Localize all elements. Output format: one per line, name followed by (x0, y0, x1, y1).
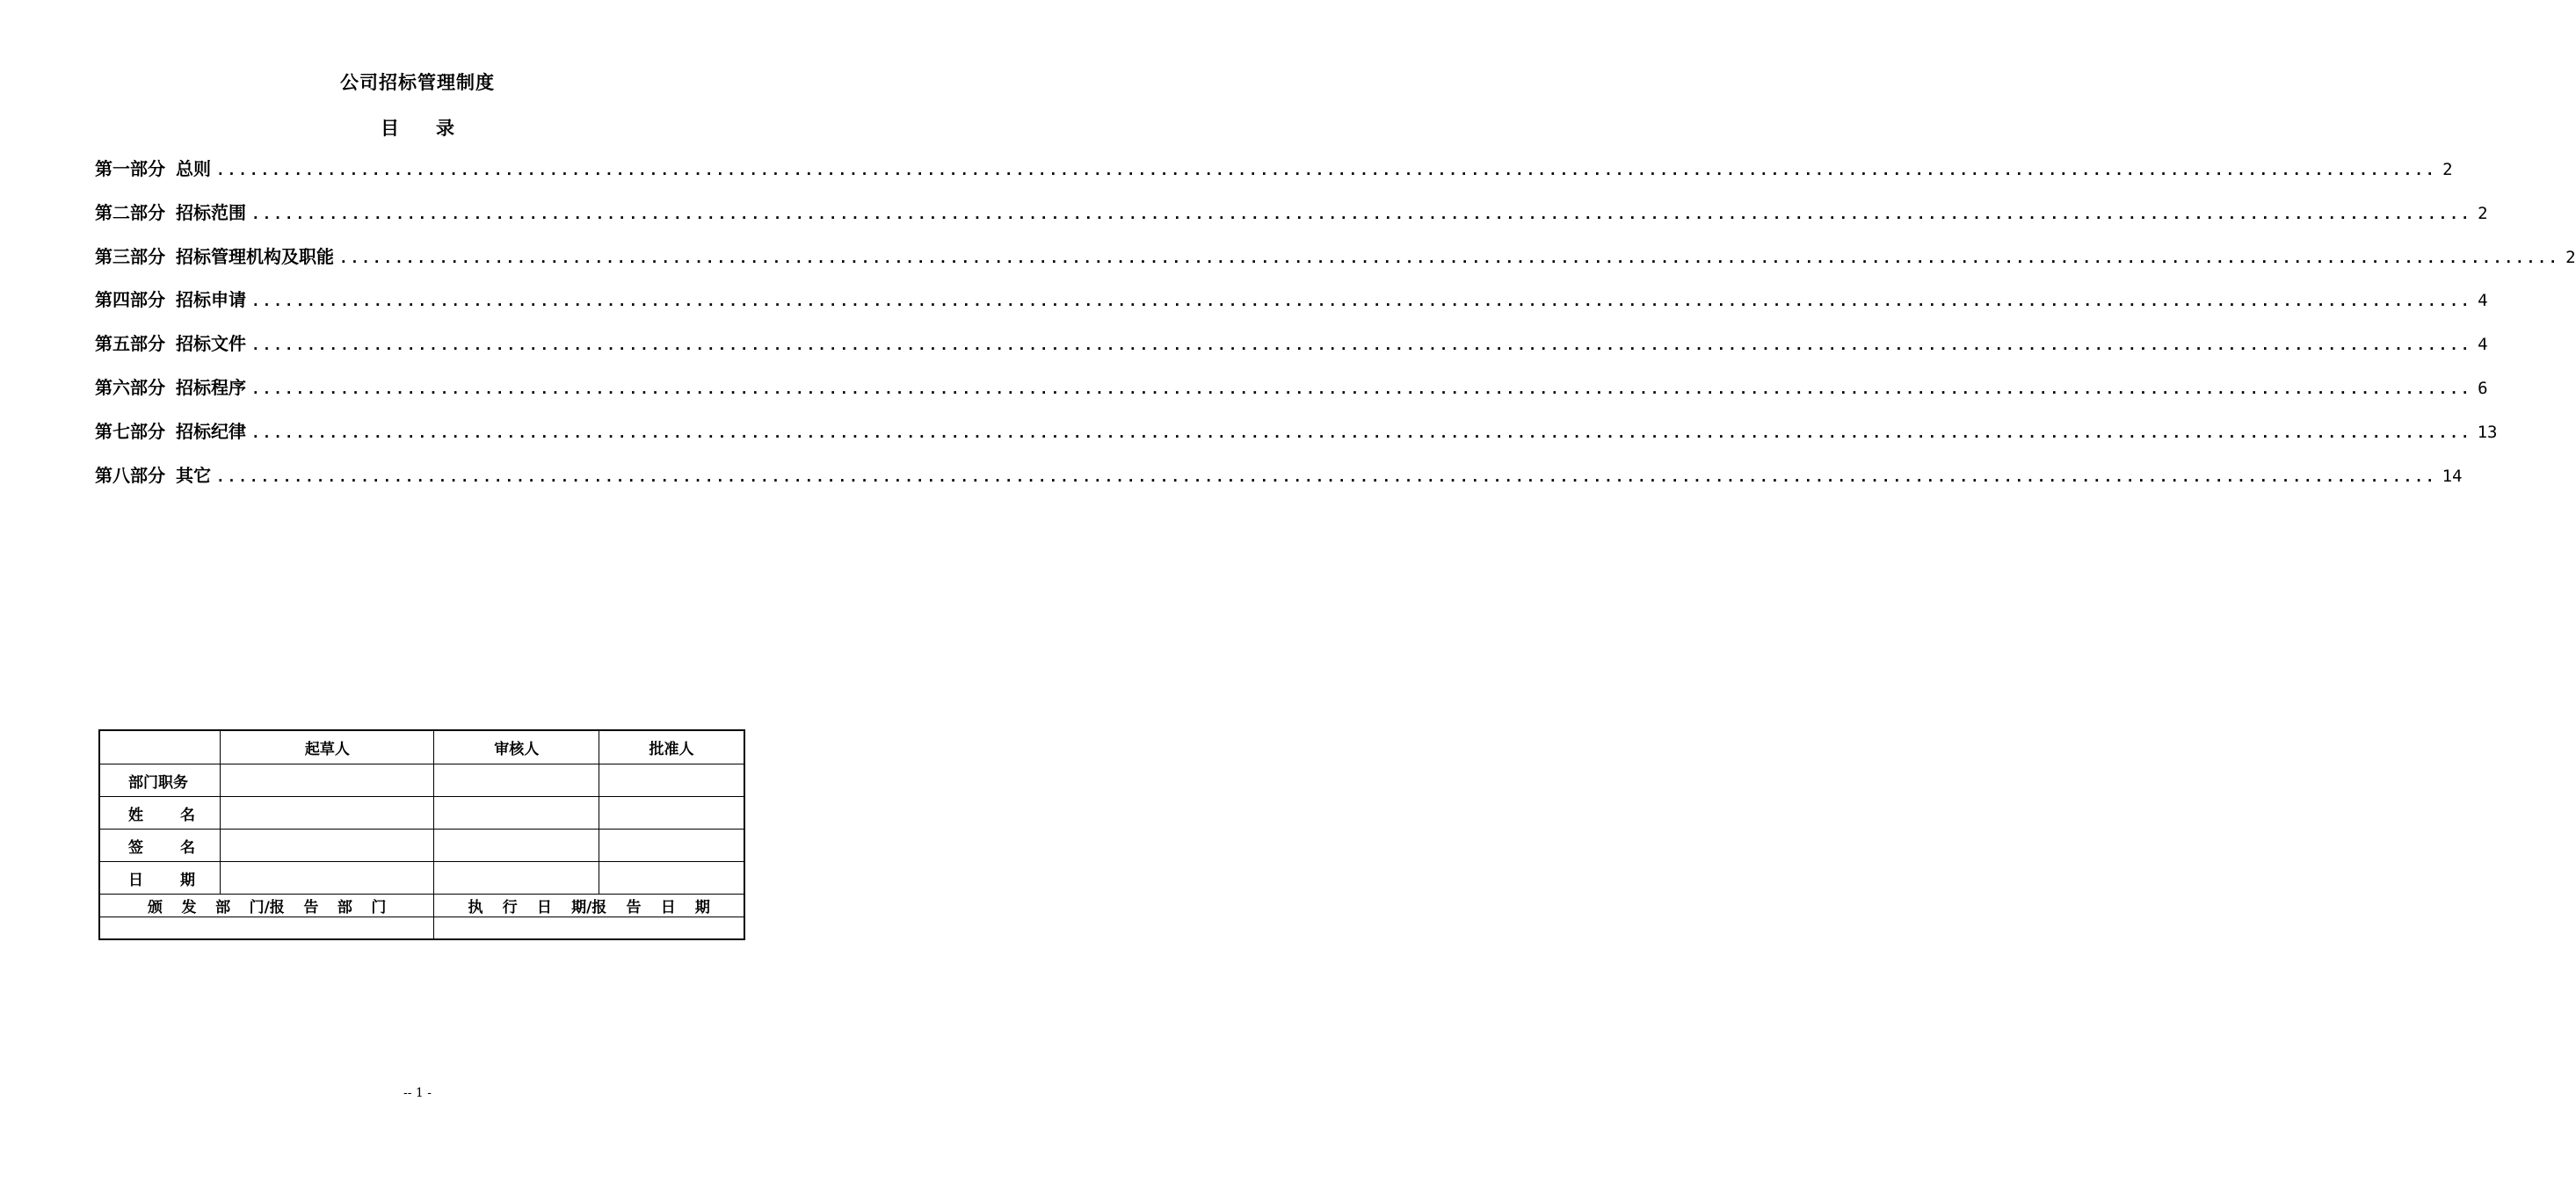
toc-leader: ........................................................................................................................................................................................................ (216, 467, 2437, 485)
drafter-date-cell[interactable] (221, 862, 434, 895)
toc-entry[interactable] (95, 328, 2488, 372)
approver-signature-cell[interactable] (599, 830, 744, 862)
issue-label-row (99, 895, 744, 917)
toc-entry[interactable] (95, 284, 2488, 328)
table-row (99, 830, 744, 862)
toc-name: 总则 (176, 158, 211, 179)
toc-name: 招标程序 (176, 376, 246, 398)
row-label-signature: 签 名 (99, 830, 221, 862)
reviewer-date-cell[interactable] (434, 862, 599, 895)
toc-entry[interactable] (95, 460, 2463, 504)
header-drafter: 起草人 (221, 730, 434, 764)
toc-leader: ........................................................................................................................................................................................................ (251, 337, 2472, 354)
issuing-department-label: 颁 发 部 门/报 告 部 门 (99, 895, 434, 917)
toc-name: 招标纪律 (176, 420, 246, 442)
drafter-signature-cell[interactable] (221, 830, 434, 862)
toc-leader: ........................................................................................................................................................................................................ (251, 293, 2472, 310)
toc-part: 第八部分 (95, 464, 165, 486)
approval-table (98, 729, 745, 940)
toc-page: 2 (2565, 247, 2576, 267)
toc-part: 第二部分 (95, 201, 165, 223)
effective-date-label: 执 行 日 期/报 告 日 期 (434, 895, 744, 917)
toc-part: 第六部分 (95, 376, 165, 398)
toc-entry[interactable] (95, 153, 2453, 197)
toc-heading (0, 114, 835, 141)
toc-part: 第五部分 (95, 333, 165, 355)
toc-entry[interactable] (95, 372, 2488, 416)
toc-entry[interactable] (95, 197, 2488, 241)
toc-part: 第七部分 (95, 420, 165, 442)
table-of-contents (95, 153, 2576, 503)
toc-name: 招标范围 (176, 201, 246, 223)
header-reviewer: 审核人 (434, 730, 599, 764)
document-title: 公司招标管理制度 (340, 72, 495, 93)
toc-name: 其它 (176, 464, 211, 486)
toc-page: 6 (2478, 378, 2488, 398)
approval-header-row (99, 730, 744, 764)
toc-part: 第三部分 (95, 245, 165, 267)
toc-page: 4 (2478, 335, 2488, 355)
drafter-department-cell[interactable] (221, 764, 434, 797)
corner-cell (99, 730, 221, 764)
row-label-department: 部门职务 (99, 764, 221, 797)
table-row (99, 862, 744, 895)
toc-leader: ........................................................................................................................................................................................................ (339, 249, 2560, 266)
toc-part: 第一部分 (95, 158, 165, 179)
reviewer-signature-cell[interactable] (434, 830, 599, 862)
row-label-date: 日 期 (99, 862, 221, 895)
toc-page: 14 (2442, 466, 2463, 486)
toc-entry[interactable] (95, 241, 2576, 285)
drafter-name-cell[interactable] (221, 797, 434, 830)
toc-leader: ........................................................................................................................................................................................................ (251, 205, 2472, 222)
toc-page: 2 (2478, 203, 2488, 223)
reviewer-name-cell[interactable] (434, 797, 599, 830)
toc-page: 2 (2442, 160, 2453, 179)
table-row (99, 764, 744, 797)
toc-entry[interactable] (95, 416, 2498, 460)
toc-heading-char-2: 录 (436, 118, 454, 139)
approver-name-cell[interactable] (599, 797, 744, 830)
toc-name: 招标管理机构及职能 (176, 245, 334, 267)
header-approver: 批准人 (599, 730, 744, 764)
approver-department-cell[interactable] (599, 764, 744, 797)
toc-name: 招标申请 (176, 289, 246, 311)
toc-name: 招标文件 (176, 333, 246, 355)
approver-date-cell[interactable] (599, 862, 744, 895)
toc-page: 13 (2477, 422, 2498, 442)
toc-heading-char-1: 目 (381, 118, 399, 139)
reviewer-department-cell[interactable] (434, 764, 599, 797)
toc-leader: ........................................................................................................................................................................................................ (251, 424, 2472, 441)
toc-leader: ........................................................................................................................................................................................................ (251, 380, 2472, 397)
issuing-department-value[interactable] (99, 917, 434, 940)
row-label-name: 姓 名 (99, 797, 221, 830)
effective-date-value[interactable] (434, 917, 744, 940)
page-number: -- 1 - (403, 1086, 432, 1100)
issue-value-row (99, 917, 744, 940)
toc-page: 4 (2478, 291, 2488, 311)
toc-leader: ........................................................................................................................................................................................................ (216, 162, 2437, 178)
table-row (99, 797, 744, 830)
toc-part: 第四部分 (95, 289, 165, 311)
